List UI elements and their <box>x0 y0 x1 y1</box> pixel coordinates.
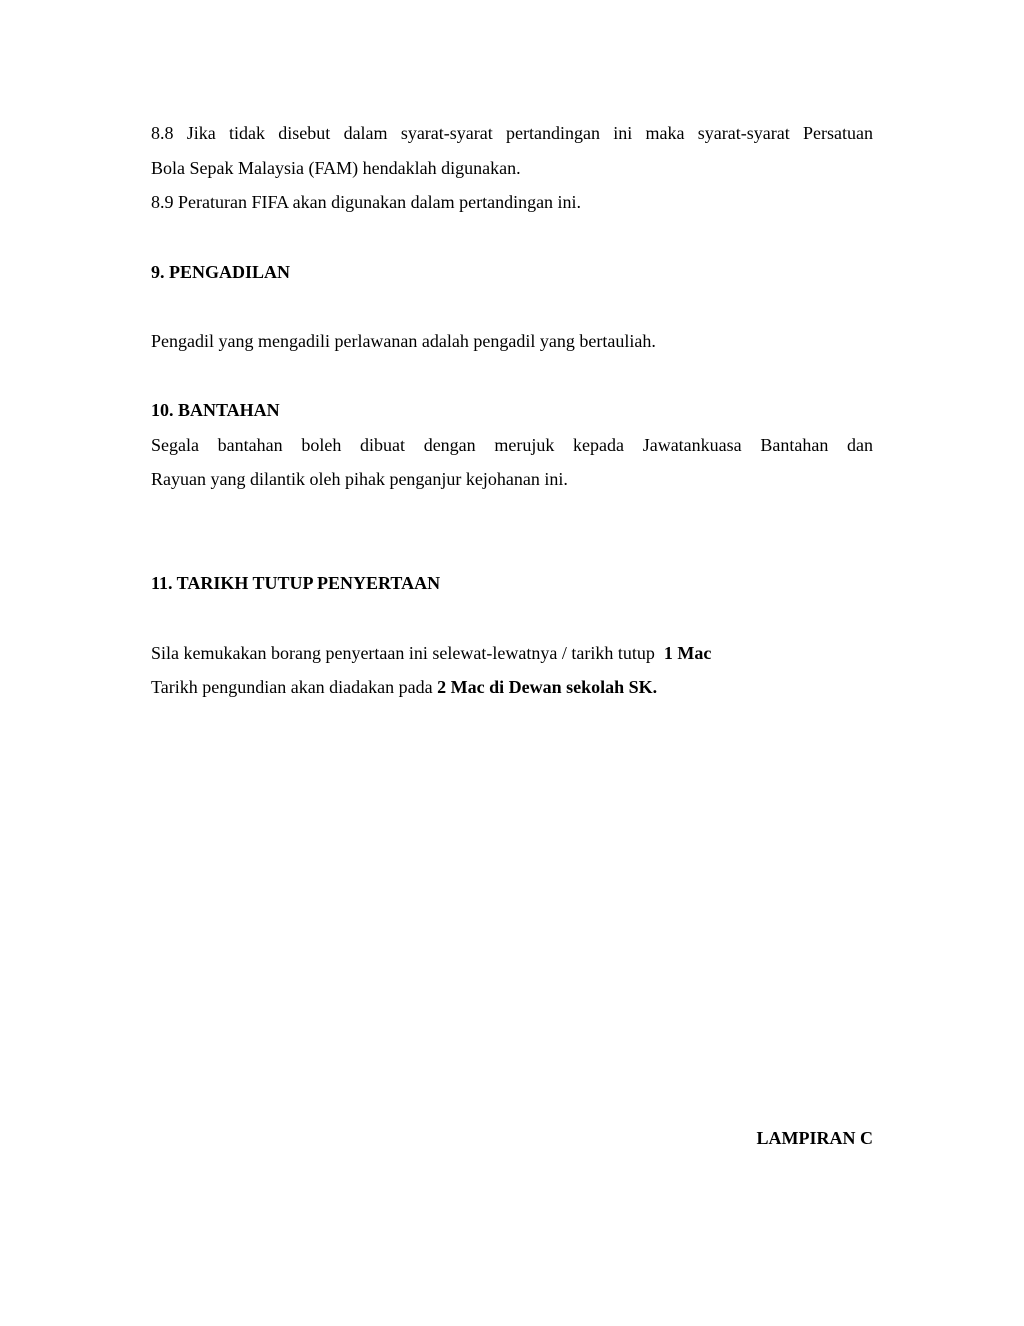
section-10-line-2: Rayuan yang dilantik oleh pihak penganjur kejohanan ini. <box>151 469 568 489</box>
clause-8-8-line-1: 8.8 Jika tidak disebut dalam syarat-syarat pertandingan ini maka syarat-syarat Persatuan <box>151 123 873 143</box>
section-10-heading: 10. BANTAHAN <box>151 400 280 420</box>
closing-date-text: Sila kemukakan borang penyertaan ini selewat-lewatnya / tarikh tutup <box>151 643 664 663</box>
section-11-line-2 <box>151 675 873 699</box>
appendix-label: LAMPIRAN C <box>756 1128 873 1148</box>
section-9-body: Pengadil yang mengadili perlawanan adalah pengadil yang bertauliah. <box>151 331 656 351</box>
draw-date-value: 2 Mac di Dewan sekolah SK. <box>437 677 658 697</box>
section-11-line-1 <box>151 641 873 665</box>
closing-date-value: 1 Mac <box>663 643 712 663</box>
draw-date-text: Tarikh pengundian akan diadakan pada <box>151 677 438 697</box>
clause-8-8-line-2: Bola Sepak Malaysia (FAM) hendaklah digunakan. <box>151 158 521 178</box>
section-11-heading: 11. TARIKH TUTUP PENYERTAAN <box>151 573 441 593</box>
section-10-line-1: Segala bantahan boleh dibuat dengan merujuk kepada Jawatankuasa Bantahan dan <box>151 435 873 455</box>
section-9-heading: 9. PENGADILAN <box>151 262 291 282</box>
clause-8-9: 8.9 Peraturan FIFA akan digunakan dalam pertandingan ini. <box>151 192 582 212</box>
